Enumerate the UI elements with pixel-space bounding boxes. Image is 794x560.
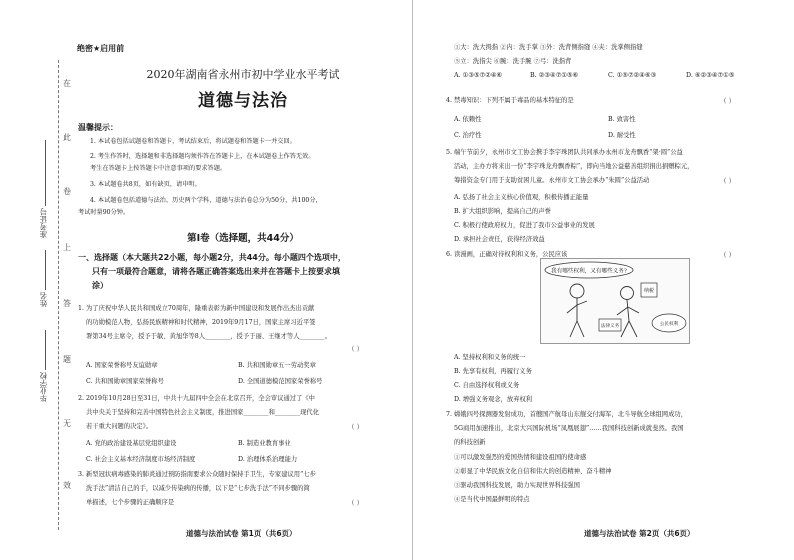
- figure-body: [617, 300, 639, 337]
- option: A. 依赖性: [454, 116, 482, 123]
- section-instruction: 只有一项最符合题意，请将各题正确答案选出来并在答题卡上按要求填: [92, 267, 340, 276]
- speech-text: 我有哪些权利，又有哪些义务?: [551, 268, 627, 275]
- margin-warning-char: 效: [63, 481, 71, 490]
- question-line: 署第34号主席令，授予于敏、黄旭华等8人________，授予于丽、王继才等人________。: [86, 333, 332, 340]
- option: A. 党的政治建设基层党组织建设: [86, 440, 177, 447]
- question-line: 共中央关于坚持和完善中国特色社会主义制度，推进国家________和________现代化: [86, 409, 319, 416]
- question-line: 2. 2019年10月28日至31日，中共十九届四中全会在北京召开，全会审议通过了《中: [78, 395, 315, 402]
- question-line: 单描述，七个步骤的正确顺序是: [86, 499, 175, 506]
- section-instruction: 涂）: [92, 281, 108, 290]
- option: B. 扩大组织影响，提高自己的声誉: [454, 208, 551, 215]
- question-line: ①大：洗大拇指 ②内：洗手掌 ③外：洗背侧指缝 ④夹：洗掌侧指缝: [454, 44, 643, 51]
- fill-line: [45, 250, 46, 290]
- option: C. 治疗性: [454, 132, 482, 139]
- option: C. ①⑤⑦②④⑥③: [608, 72, 657, 79]
- figure-head: [621, 287, 634, 300]
- fill-line: [45, 140, 46, 206]
- question-line: ⑤立：洗指尖 ⑥腕：洗手腕 ⑦弓：洗指背: [454, 58, 572, 65]
- answer-bracket: （ ）: [720, 251, 736, 259]
- statement-item: ①可以激发强烈的爱国热情和建设祖国的使命感: [454, 454, 587, 461]
- answer-bracket: （ ）: [348, 499, 364, 507]
- notice-line: 考生在答题卡上按答题卡中注意事项的要求答题。: [90, 165, 227, 172]
- option: B. 制造业教育事业: [238, 440, 291, 447]
- exam-title: 2020年湖南省永州市初中学业水平考试: [146, 68, 340, 81]
- option: A. 国家荣誉称号友谊勋章: [86, 362, 158, 369]
- margin-warning-char: 卷: [63, 187, 71, 196]
- subject-title: 道德与法治: [198, 91, 288, 111]
- figure-body: [567, 298, 587, 337]
- option: A. 弘扬了社会主义核心价值观，积极传播正能量: [454, 194, 589, 201]
- notice-line: 2. 考生作答时，选择题和非选择题均须作答在答题卡上，在本试题卷上作答无效。: [90, 153, 315, 160]
- exam-number-label: 准考证号: [39, 208, 48, 238]
- statement-item: ④是当代中国最鲜明的特点: [454, 496, 530, 503]
- fill-line: [45, 330, 46, 370]
- name-label: 姓名: [39, 292, 48, 307]
- margin-warning-char: 在: [63, 79, 71, 88]
- notice-line: 4. 本试题卷包括道德与法治、历史两个学科，道德与法治卷总分为50分，共100分，: [90, 197, 322, 204]
- margin-warning-char: 无: [63, 419, 71, 428]
- binding-dashed-line: [58, 60, 59, 530]
- option: D. 耐受性: [608, 132, 636, 139]
- cartoon-illustration: [540, 258, 690, 344]
- question-line: 7. 嫦娥四号探测器发射成功，首艘国产航母山东舰交付海军，北斗导航全球组网成功，: [446, 411, 687, 418]
- part-title: 第Ⅰ卷（选择题，共44分）: [187, 233, 299, 244]
- section-instruction: 一、选择题（本大题共22小题，每小题2分，共44分。每小题四个选项中，: [78, 253, 346, 262]
- option: C. 共和国勋章国家荣誉称号: [86, 378, 164, 385]
- answer-bracket: （ ）: [720, 97, 736, 105]
- page-footer: 道德与法治试卷 第2页（共6页）: [584, 529, 695, 538]
- question-line: 活动，主办方将来出一份“李宇珠龙舟飘香粽”，即向当地公益慈善组织捐出捐赠粽元，: [454, 163, 694, 170]
- option: B. 先享有权利，再履行义务: [454, 368, 532, 375]
- notice-line: 1. 本试卷包括试题卷和答题卡，考试结束后，将试题卷和答题卡一并交回。: [90, 138, 296, 145]
- question-line: 3. 新型冠状病毒感染的肺炎通过预防指南要求公众随时保持手卫生，专家建议用“七步: [78, 471, 316, 478]
- secret-mark: 绝密★启用前: [77, 44, 125, 53]
- question-line: 的功勋模范人物，弘扬民族精神和时代精神，2019年9月17日，国家主席习近平签: [86, 319, 316, 326]
- option: C. 积极行使政府权力，促进了我市公益事业的发展: [454, 222, 595, 229]
- question-line: 洗手法”清洁自己的手，以减少传染病的传播，以下是“七步洗手法”不同步骤的简: [86, 485, 310, 492]
- option: B. 共和国勋章五一劳动奖章: [238, 362, 316, 369]
- statement-item: ②彰显了中华民族文化自信和伟大的创造精神、奋斗精神: [454, 468, 612, 475]
- margin-warning-char: 上: [63, 243, 71, 252]
- question-line: 1. 为了庆祝中华人民共和国成立70周年，隆重表彰为新中国建设和发展作出杰出贡献: [78, 305, 315, 312]
- question-line: 5G商用加速推出，北京大兴国际机场“凤凰展翅”……我国科技创新成就斐然。我国: [454, 425, 684, 432]
- statement-item: ③驱动我国科技发展，助力实现世界科技强国: [454, 482, 580, 489]
- option: D. 治理体系治理能力: [238, 456, 298, 463]
- page-footer: 道德与法治试卷 第1页（共6页）: [186, 529, 297, 538]
- notice-heading: 温馨提示：: [78, 123, 118, 132]
- notice-line: 考试时量90分钟。: [78, 209, 130, 216]
- option: C. 社会主义基本经济制度市场经济制度: [86, 456, 196, 463]
- school-label: 毕业学校: [39, 372, 48, 402]
- option: B. 致害性: [608, 116, 636, 123]
- figure-head: [570, 284, 584, 298]
- answer-bracket: （ ）: [348, 345, 364, 353]
- question-line: 若干重大问题的决定》。: [86, 423, 153, 430]
- answer-bracket: （ ）: [720, 177, 736, 185]
- option: D. 增强义务观念，放弃权利: [454, 396, 533, 403]
- option: B. ②③④⑦①⑤⑥: [530, 72, 579, 79]
- margin-warning-char: 此: [63, 133, 71, 142]
- question-line: 5. 端午节前夕，永州市文工协会携手李宇珠团队共同承办永州市龙舟飘香“架·圆”公益: [446, 149, 683, 156]
- question-line: 的科技创新: [454, 439, 486, 446]
- page-divider: [412, 0, 413, 560]
- question-line: 筹措资金专门用于支助贫困儿童。永州市文工协会承办“朱圆”公益活动: [454, 177, 650, 184]
- question-line: 4. 禁毒知识：下列不属于毒品的基本特征的是: [446, 97, 574, 104]
- option: D. 承担社会责任，获得经济效益: [454, 236, 545, 243]
- option: D. 全国道德模范国家荣誉称号: [238, 378, 323, 385]
- answer-bracket: （ ）: [348, 423, 364, 431]
- option: D. ⑥②③④⑦①⑤: [686, 72, 735, 79]
- question-line: 6. 读漫画，正确对待权利和义务，公民应该: [446, 251, 568, 258]
- option: A. 坚持权利和义务的统一: [454, 354, 526, 361]
- cartoon-drawing: [541, 259, 691, 345]
- option: A. ①③⑤⑦②④⑥: [454, 72, 503, 79]
- margin-warning-char: 题: [63, 355, 71, 364]
- sign-text: 公民权利: [659, 322, 679, 327]
- sign-text: 纳税: [643, 288, 655, 294]
- margin-warning-char: 答: [63, 299, 71, 308]
- notice-line: 3. 本试题卷共8页，如有缺页，请申明。: [90, 181, 201, 188]
- sign-text: 法律义务: [600, 324, 620, 329]
- option: C. 自由选择权利或义务: [454, 382, 520, 389]
